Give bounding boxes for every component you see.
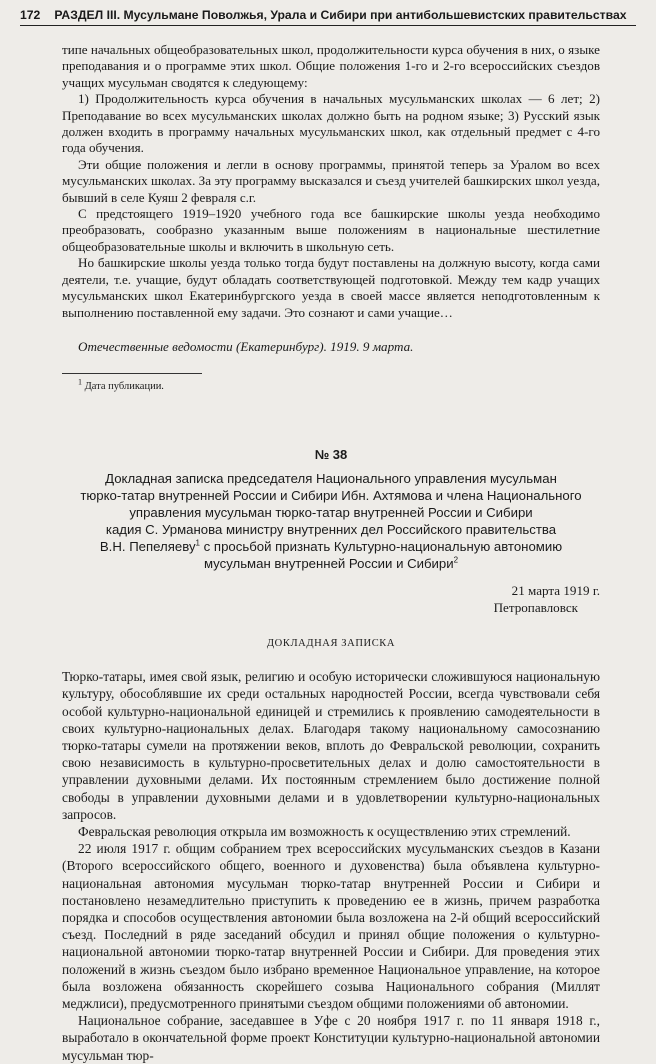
document-date: 21 марта 1919 г. bbox=[511, 582, 600, 598]
paragraph: Февральская революция открыла им возможность к осуществлению этих стремлений. bbox=[78, 823, 571, 839]
footnote-divider bbox=[62, 373, 202, 374]
running-header bbox=[20, 8, 636, 26]
memo-heading: ДОКЛАДНАЯ ЗАПИСКА bbox=[266, 637, 396, 649]
document-place: Петропавловск bbox=[493, 599, 578, 615]
document-title bbox=[62, 470, 600, 572]
footnote-ref: 2 bbox=[453, 555, 459, 565]
title-line-text: мусульман внутренней России и Сибири bbox=[203, 555, 454, 571]
title-line bbox=[62, 555, 600, 572]
page-body bbox=[62, 42, 600, 1064]
paragraph: Но башкирские школы уезда только тогда будут поставлены на должную высоту, когда сами деятели, т.е. учащие, будут обладать соответствующей подготовкой. Между тем кадр учащих мусульманских школ Екатеринбургского уезда в своей массе является неподготовленным к выполнению поставленной ему задачи. Это сознают и сами учащие… bbox=[62, 255, 600, 320]
title-line: Докладная записка председателя Национального управления мусульман bbox=[105, 470, 557, 486]
date-place bbox=[62, 582, 600, 616]
running-title: РАЗДЕЛ III. Мусульмане Поволжья, Урала и Сибири при антибольшевистских правительствах bbox=[54, 8, 627, 22]
title-line bbox=[62, 538, 600, 555]
title-line: тюрко-татар внутренней России и Сибири Ибн. Ахтямова и члена Национального bbox=[80, 487, 582, 503]
title-line: кадия С. Урманова министру внутренних дел Российского правительства bbox=[105, 521, 557, 537]
paragraph: 22 июля 1917 г. общим собранием трех всероссийских мусульманских съездов в Казани (Второго всероссийского общего, военного и духовенства) была объявлена культурно-национальная автономия мусульман тюрко-татар внутренней России и Сибири и постановлено незамедлительно приступить к проведению ее в жизнь, причем разработка порядка и способов осуществления автономии была возложена на 2-й общий всероссийский съезд. Последний в ряде заседаний обсудил и принял общие положения о культурно-национальной автономии тюрко-татар внутренней России и Сибири. Для проведения этих положений в жизнь съездом было избрано временное Национальное управление, на которое была возложена обязанность скорейшего созыва Национального собрания (Миллят меджлиси), предусмотренного принятыми съездом общими положениями об автономии. bbox=[62, 841, 600, 1011]
source-citation: Отечественные ведомости (Екатеринбург). 1919. 9 марта. bbox=[78, 338, 414, 354]
document-number: № 38 bbox=[314, 447, 348, 463]
title-line-text: с просьбой признать Культурно-национальную автономию bbox=[200, 538, 563, 554]
page-number: 172 bbox=[20, 8, 41, 22]
paragraph: Национальное собрание, заседавшее в Уфе с 20 ноября 1917 г. по 11 января 1918 г., выработало в окончательной форме проект Конституции культурно-национальной автономии мусульман тюр- bbox=[62, 1013, 600, 1063]
title-line-text: В.Н. Пепеляеву bbox=[99, 538, 196, 554]
title-line: управления мусульман тюрко-татар внутренней России и Сибири bbox=[129, 504, 533, 520]
paragraph: Эти общие положения и легли в основу программы, принятой теперь за Уралом во всех мусульманских школах. За эту программу высказался и съезд учителей башкирских школ уезда, бывший в селе Куяш 2 февраля с.г. bbox=[62, 156, 600, 205]
paragraph: С предстоящего 1919–1920 учебного года все башкирские школы уезда необходимо преобразовать, сообразно указанным выше положениям в национальные шестилетние общеобразовательные школы и включить в школьную сеть. bbox=[62, 206, 600, 254]
paragraph: 1) Продолжительность курса обучения в начальных мусульманских школах — 6 лет; 2) Преподавание во всех мусульманских школах должно быть на родном языке; 3) Русский язык должен входить в программу начальных мусульманских школ, как отдельный предмет с 4-го года обучения. bbox=[62, 91, 600, 156]
memo-text bbox=[62, 668, 600, 1064]
footnote bbox=[62, 377, 600, 393]
footnote-text: Дата публикации. bbox=[82, 381, 164, 393]
paragraph: типе начальных общеобразовательных школ, продолжительности курса обучения в них, о языке преподавания и о программе этих школ. Общие положения 1-го и 2-го всероссийских съездов учащих мусульман сводятся к следующему: bbox=[62, 42, 600, 90]
footnote-marker: 1 bbox=[78, 377, 82, 387]
footnote-ref: 1 bbox=[195, 538, 200, 548]
paragraph: Тюрко-татары, имея свой язык, религию и особую исторически сложившуюся национальную культуру, обособлявшие их среди остальных народностей России, всегда чувствовали себя особой культурно-национальной единицей и стремились к проявлению самодеятельности в своих культурно-национальных делах. Благодаря такому национальному самосознанию тюрко-татары сумели на протяжении веков, вплоть до Февральской революции, сохранить свою независимость в культурно-просветительных делах и долю самостоятельности в управлении духовными делами. Их постоянным стремлением было достижение полной свободы в управлении духовными делами и в удовлетворении культурно-национальных запросов. bbox=[62, 669, 600, 822]
